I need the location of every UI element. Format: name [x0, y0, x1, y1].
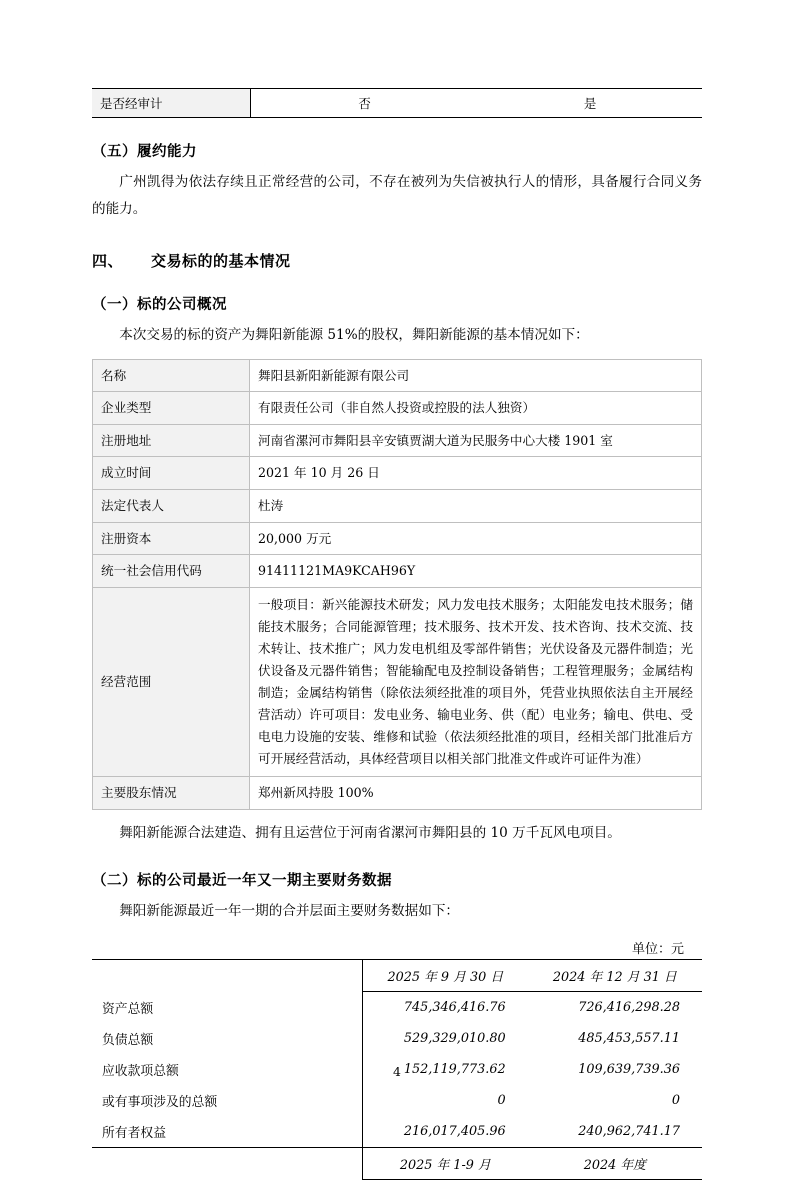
section-five-paragraph: 广州凯得为依法存续且正常经营的公司，不存在被列为失信被执行人的情形，具备履行合同义务的能力。: [92, 174, 702, 217]
table-row: [92, 992, 702, 1023]
table-header-row: [92, 960, 702, 992]
table-row: [92, 1116, 702, 1148]
row-value: 745,346,416.76: [403, 999, 506, 1015]
header-period-2: 2024 年 12 月 31 日: [528, 960, 702, 992]
table-row: [93, 392, 702, 425]
table-row: [92, 89, 702, 118]
row-value: 240,962,741.17: [528, 1116, 702, 1148]
subsection-heading-one: （一）标的公司概况: [92, 296, 227, 313]
info-key: 统一社会信用代码: [93, 555, 250, 588]
row-label: 应收款项总额: [92, 1054, 363, 1085]
info-value: 20,000 万元: [250, 522, 702, 555]
section-four-title: 交易标的的基本情况: [151, 252, 291, 270]
info-key: 法定代表人: [93, 490, 250, 523]
subsection-heading-two: （二）标的公司最近一年又一期主要财务数据: [92, 871, 392, 889]
info-value: 舞阳县新阳新能源有限公司: [250, 359, 702, 392]
info-value: 有限责任公司（非自然人投资或控股的法人独资）: [250, 392, 702, 425]
row-label: 所有者权益: [92, 1116, 363, 1148]
section-heading-four: [92, 250, 702, 271]
row-label: 资产总额: [92, 992, 363, 1023]
row-label: 或有事项涉及的总额: [92, 1085, 363, 1116]
table-row: [93, 490, 702, 523]
info-key: 主要股东情况: [93, 777, 250, 810]
row-value: 109,639,739.36: [578, 1061, 680, 1077]
footer-empty-cell: [92, 1147, 363, 1179]
info-value: 2021 年 10 月 26 日: [250, 457, 702, 490]
subsection-two-lead: 舞阳新能源最近一年一期的合并层面主要财务数据如下：: [119, 902, 460, 919]
header-empty-cell: [92, 960, 363, 992]
row-value: 216,017,405.96: [363, 1116, 528, 1148]
footer-period-1: 2025 年 1-9 月: [363, 1147, 528, 1179]
table-row: [93, 457, 702, 490]
info-value-business-scope: 一般项目：新兴能源技术研发；风力发电技术服务；太阳能发电技术服务；储能技术服务；合同能源管理；技术服务、技术开发、技术咨询、技术交流、技术转让、技术推广；风力发电机组及零部件销售；光伏设备及元器件制造；光伏设备及元器件销售；智能输配电及控制设备销售；工程管理服务；金属结构制造；金属结构销售（除依法须经批准的项目外，凭营业执照依法自主开展经营活动）许可项目：发电业务、输电业务、供（配）电业务；输电、供电、受电电力设施的安装、维修和试验（依法须经批准的项目，经相关部门批准后方可开展经营活动，具体经营项目以相关部门批准文件或许可证件为准）: [250, 588, 702, 777]
table-row: [92, 1023, 702, 1054]
info-value: 河南省漯河市舞阳县辛安镇贾湖大道为民服务中心大楼 1901 室: [250, 424, 702, 457]
row-value: 0: [671, 1092, 680, 1108]
table-row: [93, 777, 702, 810]
audit-status-value-1: 否: [251, 89, 479, 118]
row-value: 726,416,298.28: [578, 999, 680, 1015]
info-key: 企业类型: [93, 392, 250, 425]
header-period-1: 2025 年 9 月 30 日: [363, 960, 528, 992]
row-value: 0: [497, 1092, 506, 1108]
row-value: 152,119,773.62: [403, 1061, 506, 1077]
footer-period-2: 2024 年度: [528, 1147, 702, 1179]
table-row: [93, 555, 702, 588]
table-row: [93, 359, 702, 392]
row-value: 529,329,010.80: [403, 1030, 506, 1046]
info-value: 杜涛: [250, 490, 702, 523]
info-key: 名称: [93, 359, 250, 392]
audit-status-value-2: 是: [478, 89, 702, 118]
info-key: 注册地址: [93, 424, 250, 457]
audit-status-table: [92, 88, 702, 118]
row-label: 负债总额: [92, 1023, 363, 1054]
unit-note: 单位：元: [631, 942, 684, 957]
info-key: 注册资本: [93, 522, 250, 555]
section-four-number: 四、: [92, 252, 124, 270]
info-value: 郑州新风持股 100%: [250, 777, 702, 810]
table-row: [93, 588, 702, 777]
table-row: [93, 424, 702, 457]
info-key: 成立时间: [93, 457, 250, 490]
page-number: 4: [393, 1064, 401, 1079]
info-value: 91411121MA9KCAH96Y: [250, 555, 702, 588]
subsection-one-lead: 本次交易的标的资产为舞阳新能源 51%的股权，舞阳新能源的基本情况如下：: [119, 327, 589, 343]
subsection-one-after-paragraph: 舞阳新能源合法建造、拥有且运营位于河南省漯河市舞阳县的 10 万千瓦风电项目。: [119, 825, 621, 841]
table-row: [92, 1085, 702, 1116]
table-footer-row: [92, 1147, 702, 1179]
audit-status-label: 是否经审计: [92, 89, 251, 118]
section-heading-five: （五）履约能力: [92, 143, 197, 160]
row-value: 485,453,557.11: [578, 1030, 680, 1046]
table-row: [93, 522, 702, 555]
info-key: 经营范围: [93, 588, 250, 777]
company-info-table: [92, 359, 702, 811]
